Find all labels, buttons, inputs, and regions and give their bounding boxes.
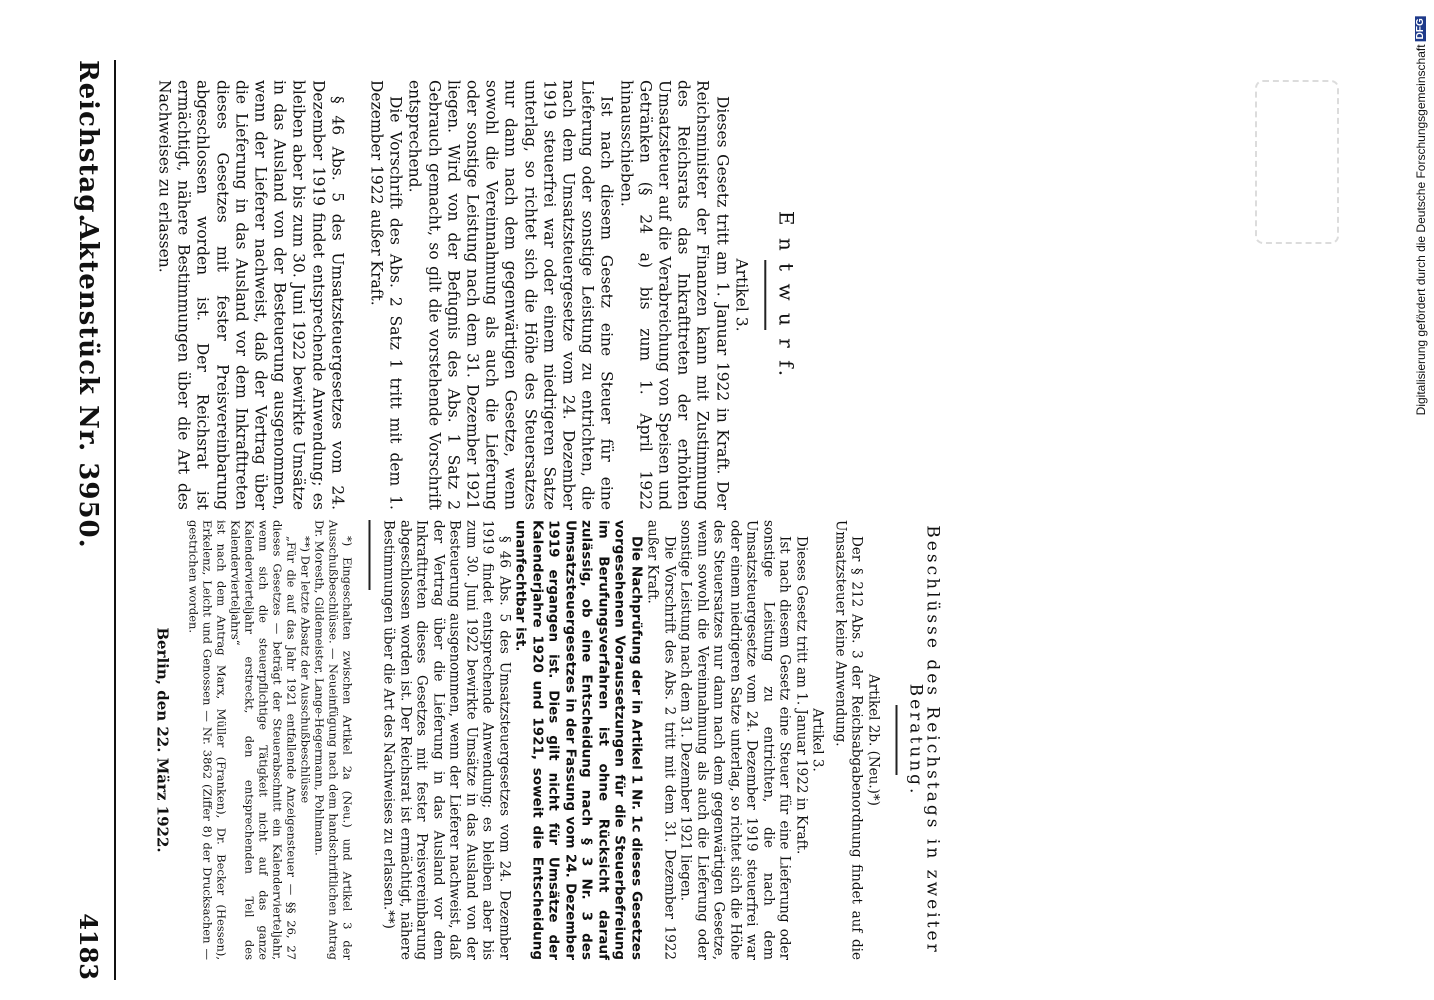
art2b-head: Artikel 2b. (Neu.)*) xyxy=(865,674,882,806)
beschluesse-title: Beschlüsse des Reichstags in zweiter Beratung. xyxy=(906,525,943,955)
left-artikel-head: Artikel 3. xyxy=(732,258,751,332)
footnote-2a: **) Der letzte Absatz der Ausschußbeschlüsse xyxy=(298,536,313,804)
footnote-1: *) Eingeschalten zwischen Artikel 2a (Neu.) und Artikel 3 der Ausschußbeschlüsse. — Neueinfügung nach dem handschriftlichen Antrag Dr. Moresth, Gildemeister, Lange-Hegermann, Pohlmann. xyxy=(312,520,355,960)
art2b-text: Der § 212 Abs. 3 der Reichsabgabenordnung findet auf die Umsatzsteuer keine Anwendung. xyxy=(832,520,865,960)
date-line: Berlin, den 22. März 1922. xyxy=(153,627,172,853)
column-beschluesse xyxy=(154,520,941,960)
header-title: Aktenstück Nr. 3950. xyxy=(73,220,103,549)
left-p2: Ist nach diesem Gesetz eine Steuer für eine Lieferung oder sonstige Leistung zu entrichten, die nach dem Umsatzsteuergesetze vom 24. Dezember 1919 steuerfrei war oder einem niedrigeren Satze unterlag, so richtet sich die Höhe des Steuersatzes nur dann nach dem gegenwärtigen Gesetze, wenn sowohl die Vereinnahmung als auch die Lieferung oder sonstige Leistung nach dem 31. Dezember 1921 liegen. Wird von der Befugnis des Abs. 1 Satz 2 Gebrauch gemacht, so gilt die vorstehende Vorschrift entsprechend. xyxy=(405,80,616,510)
left-p1: Dieses Gesetz tritt am 1. Januar 1922 in Kraft. Der Reichsminister der Finanzen kann mit Zustimmung des Reichsrats das Inkrafttreten der erhöhten Umsatzsteuer auf die Verabreichung von Speisen und Getränken (§ 24 a) bis zum 1. April 1922 hinausschieben. xyxy=(616,80,731,510)
footnote-2c: ist nach dem Antrag Marx, Müller (Franken), Dr. Becker (Hessen), Erkelenz, Leicht und Genossen — Nr. 3862 (Ziffer 8) der Drucksachen — gestrichen worden. xyxy=(186,520,229,960)
dfg-badge: DFG xyxy=(1415,18,1426,40)
right-p2: Ist nach diesem Gesetz eine Steuer für eine Lieferung oder sonstige Leistung zu entrichten, die nach dem Umsatzsteuergesetze vom 24. Dezember 1919 steuerfrei war oder einem niedrigeren Satze unterlag, so richtet sich die Höhe des Steuersatzes nur dann nach dem gegenwärtigen Gesetze, wenn sowohl die Vereinnahmung als auch die Lieferung oder sonstige Leistung nach dem 31. Dezember 1921 liegen. xyxy=(678,520,793,960)
beschluesse-sep xyxy=(896,705,898,775)
right-p4-bold: Die Nachprüfung der in Artikel 1 Nr. 1c dieses Gesetzes vorgesehenen Voraussetzungen für die Steuerbefreiung im Berufungsverfahren ist ohne Rücksicht darauf zulässig, ob eine Entscheidung nach § 3 Nr. 3 des Umsatzsteuergesetzes in der Fassung vom 24. Dezember 1919 ergangen ist. Dies gilt nicht für Umsätze der Kalenderjahre 1920 und 1921, soweit die Entscheidung unanfechtbar ist. xyxy=(513,520,645,960)
right-p3: Die Vorschrift des Abs. 2 tritt mit dem 31. Dezember 1922 außer Kraft. xyxy=(645,520,678,960)
right-p5: § 46 Abs. 5 des Umsatzsteuergesetzes vom 24. Dezember 1919 findet entsprechende Anwendung; es bleiben aber bis zum 30. Juni 1922 bewirkte Umsätze in das Ausland von der Besteuerung ausgenommen, wenn der Lieferer nachweist, daß der Vertrag über die Lieferung in das Ausland vor dem Inkrafttreten dieses Gesetzes mit fester Preisvereinbarung abgeschlossen worden ist. Der Reichsrat ist ermächtigt, nähere Bestimmungen über die Art des Nachweises zu erlassen.**) xyxy=(381,520,513,960)
page-number: 4183 xyxy=(74,913,103,980)
header-left: Reichstag. xyxy=(73,60,103,224)
right-p1: Dieses Gesetz tritt am 1. Januar 1922 in Kraft. xyxy=(793,536,810,855)
footnote-2b: „Für die auf das Jahr 1921 entfallende Anzeigensteuer — §§ 26, 27 dieses Gesetzes — beträgt der Steuerabschnitt ein Kalendervierteljahr, wenn sich die steuerpflichtige Tätigkeit nicht auf das ganze Kalendervierteljahr erstreckt, den entsprechenden Teil des Kalendervierteljahrs“ xyxy=(228,520,299,960)
dfg-note xyxy=(1414,16,1428,415)
page-header xyxy=(49,60,109,980)
dfg-text: Digitalisierung gefördert durch die Deutsche Forschungsgemeinschaft xyxy=(1414,44,1428,416)
entwurf-title: E n t w u r f. xyxy=(774,210,799,380)
left-p4: § 46 Abs. 5 des Umsatzsteuergesetzes vom 24. Dezember 1919 findet entsprechende Anwendung; es bleiben aber bis zum 30. Juni 1922 bewirkte Umsätze in das Ausland von der Besteuerung ausgenommen, wenn der Lieferer nachweist, daß der Vertrag über die Lieferung in das Ausland vor dem Inkrafttreten dieses Gesetzes mit fester Preisvereinbarung abgeschlossen worden ist. Der Reichsrat ist ermächtigt, nähere Bestimmungen über die Art des Nachweises zu erlassen. xyxy=(155,80,347,510)
left-p3: Die Vorschrift des Abs. 2 Satz 1 tritt mit dem 1. Dezember 1922 außer Kraft. xyxy=(367,80,405,510)
library-stamp xyxy=(1255,80,1339,244)
right-artikel-head: Artikel 3. xyxy=(810,708,826,772)
footnote-rule xyxy=(369,520,371,590)
header-rule xyxy=(114,60,116,980)
entwurf-sep xyxy=(764,260,766,330)
column-entwurf xyxy=(154,80,799,510)
